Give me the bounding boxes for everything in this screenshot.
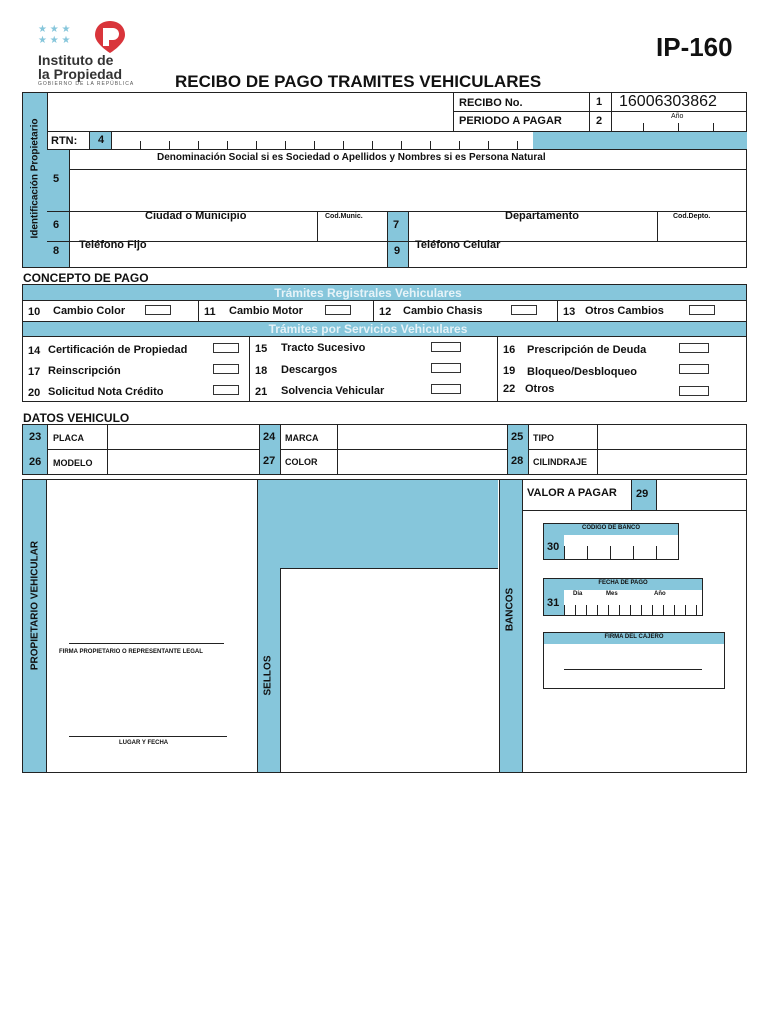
veh-num-23: 23 — [29, 431, 42, 443]
lugar-fecha-label: LUGAR Y FECHA — [119, 740, 169, 746]
logo-line2: la Propiedad — [38, 66, 123, 82]
veh-label-tipo: TIPO — [533, 433, 555, 443]
sellos-label: SELLOS — [262, 655, 274, 696]
firma-cajero-box — [543, 632, 725, 689]
reg-label-cambio-motor: Cambio Motor — [229, 305, 303, 317]
f5-label: Denominación Social si es Sociedad o Apellidos y Nombres si es Persona Natural — [157, 152, 546, 163]
dia-label: Día — [573, 591, 583, 597]
vehiculo-title: DATOS VEHICULO — [23, 411, 130, 425]
f8-num: 8 — [53, 245, 60, 257]
valor-num: 29 — [636, 488, 649, 500]
reg-label-cambio-chasis: Cambio Chasis — [403, 305, 483, 317]
serv-label-solvencia: Solvencia Vehicular — [281, 385, 385, 397]
fecha-num: 31 — [547, 597, 560, 609]
checkbox-reinscripcion[interactable] — [213, 364, 239, 374]
page-title: RECIBO DE PAGO TRAMITES VEHICULARES — [175, 72, 542, 91]
checkbox-cambio-motor[interactable] — [325, 305, 351, 315]
veh-label-marca: MARCA — [285, 433, 319, 443]
bottom-section — [22, 479, 747, 773]
f6-num: 6 — [53, 219, 60, 231]
checkbox-otros[interactable] — [679, 386, 709, 396]
periodo-anio-label: Año — [671, 113, 684, 120]
logo — [36, 20, 166, 86]
concepto-section — [22, 284, 747, 402]
serv-num-14: 14 — [28, 345, 41, 357]
vehiculo-section — [22, 424, 747, 475]
bancos-label: BANCOS — [504, 587, 516, 632]
veh-num-27: 27 — [263, 455, 276, 467]
rtn-digit-ticks — [111, 141, 531, 149]
recibo-label: RECIBO No. — [459, 97, 523, 109]
veh-num-26: 26 — [29, 456, 42, 468]
firma-cajero-label: FIRMA DEL CAJERO — [604, 634, 664, 640]
codigo-banco-box — [543, 523, 679, 560]
veh-label-color: COLOR — [285, 457, 318, 467]
serv-num-20: 20 — [28, 387, 41, 399]
servicios-header: Trámites por Servicios Vehiculares — [268, 322, 468, 336]
serv-label-descargos: Descargos — [281, 364, 338, 376]
checkbox-solvencia[interactable] — [431, 384, 461, 394]
coddepto-label: Cod.Depto. — [673, 213, 711, 220]
reg-label-otros-cambios: Otros Cambios — [585, 305, 664, 317]
reg-num-12: 12 — [379, 306, 392, 318]
serv-num-19: 19 — [503, 365, 516, 377]
checkbox-tracto[interactable] — [431, 342, 461, 352]
serv-num-15: 15 — [255, 343, 268, 355]
veh-label-cilindraje: CILINDRAJE — [533, 457, 588, 467]
recibo-value: 16006303862 — [619, 93, 717, 110]
f8-label: Teléfono Fijo — [79, 239, 147, 251]
fecha-anio-label: Año — [654, 591, 666, 597]
f9-num: 9 — [394, 245, 401, 257]
ident-side-label: Identificación Propietario — [29, 118, 41, 239]
serv-num-16: 16 — [503, 344, 516, 356]
logo-line3: GOBIERNO DE LA REPÚBLICA — [38, 81, 135, 87]
serv-label-certificacion: Certificación de Propiedad — [48, 344, 188, 356]
logo-line1: Instituto de — [38, 52, 114, 68]
valor-label: VALOR A PAGAR — [527, 487, 617, 499]
star-icons: ★ ★ ★ ★ ★ ★ — [38, 24, 71, 46]
serv-label-otros: Otros — [525, 383, 555, 395]
checkbox-descargos[interactable] — [431, 363, 461, 373]
checkbox-nota-credito[interactable] — [213, 385, 239, 395]
recibo-num: 1 — [596, 96, 603, 108]
rtn-num: 4 — [98, 134, 105, 146]
veh-num-24: 24 — [263, 431, 276, 443]
form-code: IP-160 — [656, 32, 733, 62]
veh-label-placa: PLACA — [53, 433, 84, 443]
reg-num-11: 11 — [204, 306, 216, 318]
serv-num-18: 18 — [255, 365, 268, 377]
codigo-banco-label: CODIGO DE BANCO — [581, 525, 640, 531]
veh-num-28: 28 — [511, 455, 524, 467]
f9-label: Teléfono Celular — [415, 239, 501, 251]
mes-label: Mes — [606, 591, 618, 597]
sellos-top-fill — [280, 480, 498, 569]
serv-label-tracto: Tracto Sucesivo — [281, 342, 366, 354]
checkbox-bloqueo[interactable] — [679, 364, 709, 374]
veh-label-modelo: MODELO — [53, 458, 93, 468]
serv-label-prescripcion: Prescripción de Deuda — [527, 344, 647, 356]
concepto-title: CONCEPTO DE PAGO — [23, 271, 149, 285]
checkbox-cambio-color[interactable] — [145, 305, 171, 315]
checkbox-cambio-chasis[interactable] — [511, 305, 537, 315]
serv-num-17: 17 — [28, 366, 41, 378]
veh-num-25: 25 — [511, 431, 524, 443]
checkbox-certificacion[interactable] — [213, 343, 239, 353]
firma-propietario-label: FIRMA PROPIETARIO O REPRESENTANTE LEGAL — [59, 649, 203, 655]
propietario-label: PROPIETARIO VEHICULAR — [29, 540, 41, 671]
serv-label-nota-credito: Solicitud Nota Crédito — [48, 386, 164, 398]
fecha-pago-box — [543, 578, 703, 616]
checkbox-otros-cambios[interactable] — [689, 305, 715, 315]
periodo-num: 2 — [596, 115, 603, 127]
codigo-num: 30 — [547, 541, 560, 553]
codmunic-label: Cod.Munic. — [325, 213, 363, 220]
serv-num-21: 21 — [255, 386, 268, 398]
serv-num-22: 22 — [503, 383, 516, 395]
location-pin-icon — [92, 20, 128, 54]
rtn-end-fill — [533, 132, 747, 149]
checkbox-prescripcion[interactable] — [679, 343, 709, 353]
rtn-label: RTN: — [51, 135, 78, 147]
reg-num-10: 10 — [28, 306, 41, 318]
f7-label: Departamento — [505, 210, 579, 222]
f6-label: Ciudad o Municipio — [145, 210, 247, 222]
identificacion-section — [22, 92, 747, 268]
periodo-label: PERIODO A PAGAR — [459, 115, 562, 127]
sellos-bar — [257, 480, 281, 772]
serv-label-bloqueo: Bloqueo/Desbloqueo — [527, 366, 637, 378]
f7-num: 7 — [393, 219, 400, 231]
reg-num-13: 13 — [563, 306, 576, 318]
f5-num: 5 — [53, 173, 60, 185]
fecha-pago-label: FECHA DE PAGO — [598, 580, 648, 586]
registrales-header: Trámites Registrales Vehiculares — [274, 286, 462, 300]
reg-label-cambio-color: Cambio Color — [53, 305, 126, 317]
serv-label-reinscripcion: Reinscripción — [48, 365, 121, 377]
